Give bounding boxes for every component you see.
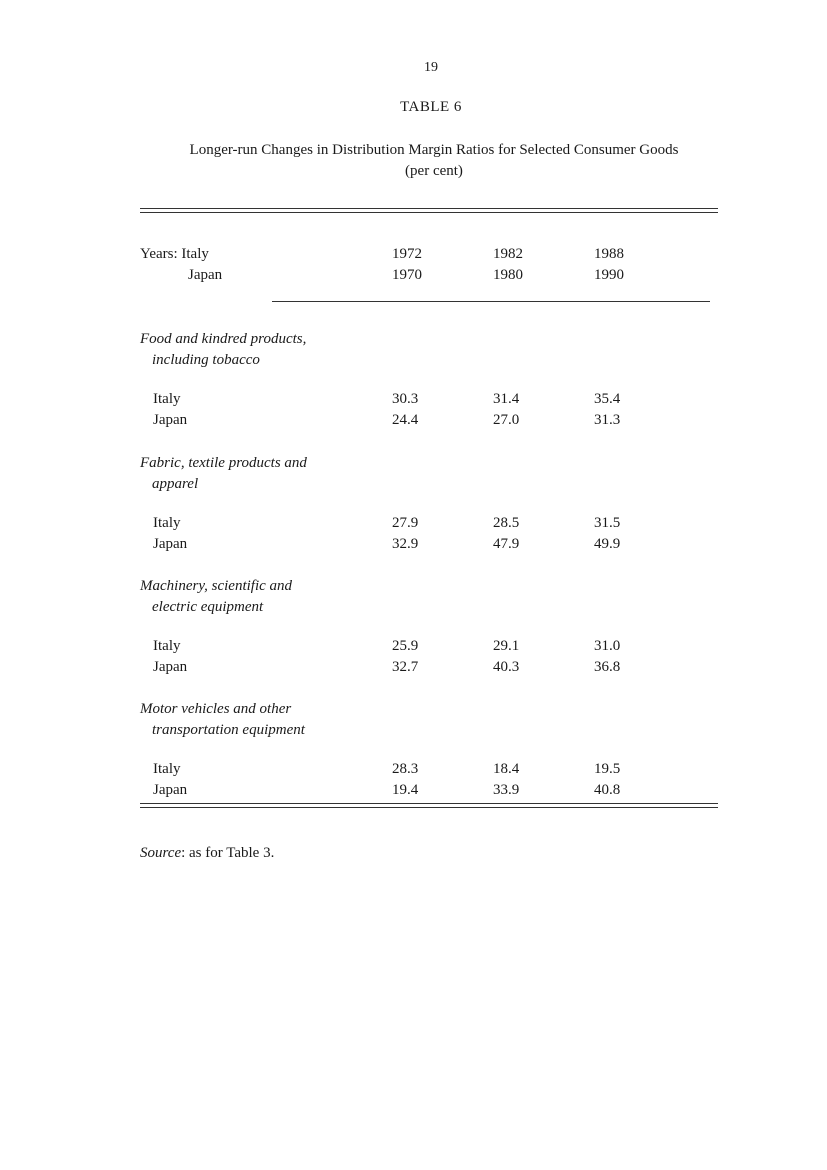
cell-value: 47.9 — [493, 536, 520, 552]
cell-value: 19.5 — [594, 761, 621, 777]
header-label-italy: Years: Italy — [140, 246, 209, 262]
header-rule — [272, 301, 710, 302]
category-line1: Food and kindred products, — [140, 331, 307, 347]
cell-value: 28.5 — [493, 515, 520, 531]
row-country: Italy — [153, 638, 181, 654]
category-line1: Fabric, textile products and — [140, 455, 307, 471]
header-label-japan: Japan — [188, 267, 223, 283]
cell-value: 24.4 — [392, 412, 419, 428]
row-country: Japan — [153, 412, 188, 428]
row-country: Japan — [153, 782, 188, 798]
cell-value: 40.3 — [493, 659, 520, 675]
cell-value: 29.1 — [493, 638, 520, 654]
category-heading — [140, 576, 292, 618]
cell-value: 40.8 — [594, 782, 621, 798]
row-country: Italy — [153, 761, 181, 777]
source-label: Source — [140, 845, 182, 861]
row-country: Japan — [153, 659, 188, 675]
cell-value: 32.9 — [392, 536, 419, 552]
cell-value: 27.9 — [392, 515, 419, 531]
cell-value: 35.4 — [594, 391, 621, 407]
top-rule — [140, 208, 718, 213]
year-italy-2: 1982 — [493, 246, 523, 262]
category-heading — [140, 453, 307, 495]
cell-value: 27.0 — [493, 412, 520, 428]
cell-value: 32.7 — [392, 659, 419, 675]
cell-value: 31.4 — [493, 391, 520, 407]
cell-value: 28.3 — [392, 761, 419, 777]
category-heading — [140, 699, 305, 741]
year-italy-3: 1988 — [594, 246, 624, 262]
category-line2: including tobacco — [152, 352, 260, 368]
source-note — [140, 845, 274, 862]
cell-value: 49.9 — [594, 536, 621, 552]
row-country: Italy — [153, 515, 181, 531]
category-line1: Motor vehicles and other — [140, 701, 292, 717]
source-text: : as for Table 3. — [181, 845, 275, 861]
category-heading — [140, 329, 306, 371]
cell-value: 33.9 — [493, 782, 520, 798]
year-italy-1: 1972 — [392, 246, 422, 262]
category-line2: electric equipment — [152, 599, 264, 615]
bottom-rule — [140, 803, 718, 808]
caption-title: Longer-run Changes in Distribution Margin Ratios for Selected Consumer Goods — [189, 142, 679, 158]
table-caption — [0, 140, 827, 182]
table-label: TABLE 6 — [400, 99, 462, 115]
cell-value: 31.0 — [594, 638, 621, 654]
year-japan-1: 1970 — [392, 267, 422, 283]
year-japan-3: 1990 — [594, 267, 624, 283]
page-number: 19 — [424, 60, 438, 75]
cell-value: 36.8 — [594, 659, 621, 675]
cell-value: 30.3 — [392, 391, 419, 407]
cell-value: 19.4 — [392, 782, 419, 798]
category-line1: Machinery, scientific and — [140, 578, 293, 594]
cell-value: 31.5 — [594, 515, 621, 531]
category-line2: transportation equipment — [152, 722, 305, 738]
cell-value: 18.4 — [493, 761, 520, 777]
caption-unit: (per cent) — [405, 163, 463, 179]
category-line2: apparel — [152, 476, 199, 492]
year-japan-2: 1980 — [493, 267, 523, 283]
cell-value: 25.9 — [392, 638, 419, 654]
cell-value: 31.3 — [594, 412, 621, 428]
row-country: Italy — [153, 391, 181, 407]
row-country: Japan — [153, 536, 188, 552]
